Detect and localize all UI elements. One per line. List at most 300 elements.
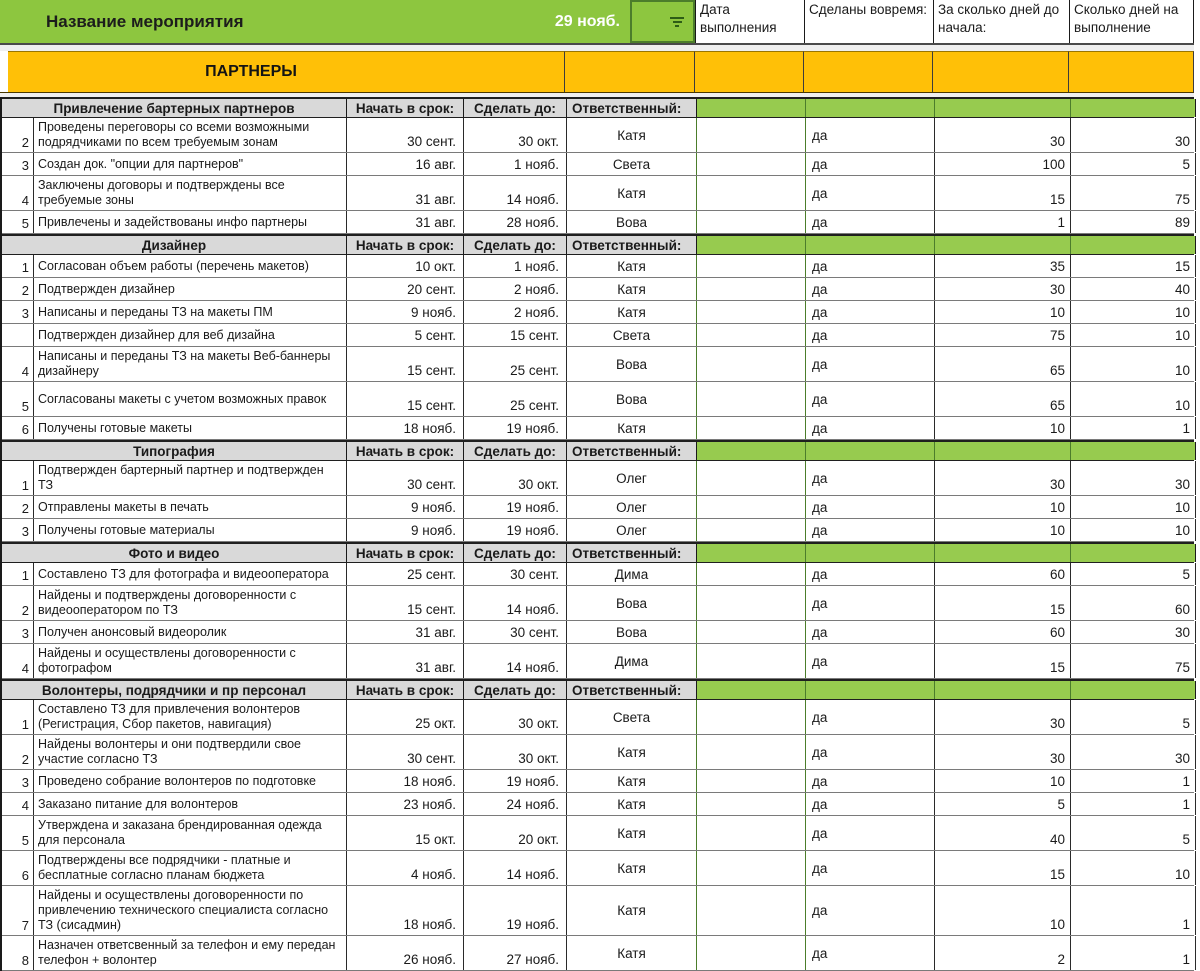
section-green-cell[interactable] xyxy=(1071,99,1196,117)
completion-date-cell[interactable] xyxy=(697,793,806,815)
filter-icon[interactable] xyxy=(670,17,684,27)
due-date-cell[interactable]: 30 сент. xyxy=(464,563,567,585)
due-date-cell[interactable]: 25 сент. xyxy=(464,347,567,381)
days-before-cell[interactable]: 10 xyxy=(935,496,1071,518)
task-table-body xyxy=(0,97,1194,971)
row-number-cell[interactable]: 3 xyxy=(2,153,34,175)
section-green-cell[interactable] xyxy=(935,544,1071,562)
due-date-cell[interactable]: 30 окт. xyxy=(464,700,567,734)
due-date-cell[interactable]: 27 нояб. xyxy=(464,936,567,970)
on-time-cell[interactable]: да xyxy=(806,886,935,935)
on-time-cell[interactable]: да xyxy=(806,347,935,381)
start-date-cell[interactable]: 10 окт. xyxy=(347,255,464,277)
days-to-complete-cell[interactable]: 1 xyxy=(1071,936,1196,970)
days-to-complete-cell[interactable]: 75 xyxy=(1071,176,1196,210)
section-header-row xyxy=(2,440,1194,461)
start-date-cell[interactable]: 4 нояб. xyxy=(347,851,464,885)
days-to-complete-cell[interactable]: 30 xyxy=(1071,461,1196,495)
days-before-cell[interactable]: 10 xyxy=(935,886,1071,935)
row-number-cell[interactable]: 5 xyxy=(2,211,34,233)
row-number-cell[interactable]: 2 xyxy=(2,278,34,300)
completion-date-cell[interactable] xyxy=(697,255,806,277)
due-date-cell[interactable]: 30 окт. xyxy=(464,118,567,152)
task-cell[interactable]: Найдены и осуществлены договоренности с фотографом xyxy=(34,644,347,678)
completion-date-cell[interactable] xyxy=(697,770,806,792)
due-date-cell[interactable]: 14 нояб. xyxy=(464,586,567,620)
days-before-cell[interactable]: 5 xyxy=(935,793,1071,815)
due-date-cell[interactable]: 19 нояб. xyxy=(464,770,567,792)
on-time-cell[interactable]: да xyxy=(806,793,935,815)
on-time-cell[interactable]: да xyxy=(806,644,935,678)
task-cell[interactable]: Получены готовые макеты xyxy=(34,417,347,439)
task-cell[interactable]: Заказано питание для волонтеров xyxy=(34,793,347,815)
completion-date-cell[interactable] xyxy=(697,621,806,643)
completion-date-cell[interactable] xyxy=(697,886,806,935)
start-date-cell[interactable]: 15 сент. xyxy=(347,347,464,381)
section-green-cell[interactable] xyxy=(806,544,935,562)
table-row xyxy=(2,496,1194,519)
start-date-cell[interactable]: 18 нояб. xyxy=(347,417,464,439)
row-number-cell[interactable]: 1 xyxy=(2,255,34,277)
on-time-cell[interactable]: да xyxy=(806,461,935,495)
responsible-cell[interactable]: Катя xyxy=(567,851,697,885)
days-to-complete-cell[interactable]: 15 xyxy=(1071,255,1196,277)
start-date-cell[interactable]: 15 сент. xyxy=(347,382,464,416)
task-cell[interactable]: Проведены переговоры со всеми возможными подрядчиками по всем требуемым зонам xyxy=(34,118,347,152)
on-time-cell[interactable]: да xyxy=(806,118,935,152)
completion-date-cell[interactable] xyxy=(697,461,806,495)
section-responsible-label[interactable]: Ответственный: xyxy=(567,681,697,699)
section-green-cell[interactable] xyxy=(806,681,935,699)
on-time-cell[interactable]: да xyxy=(806,586,935,620)
table-row xyxy=(2,519,1194,542)
days-before-cell[interactable]: 40 xyxy=(935,816,1071,850)
completion-date-cell[interactable] xyxy=(697,176,806,210)
row-number-cell[interactable]: 4 xyxy=(2,644,34,678)
on-time-cell[interactable]: да xyxy=(806,770,935,792)
days-to-complete-cell[interactable]: 10 xyxy=(1071,851,1196,885)
days-before-cell[interactable]: 15 xyxy=(935,851,1071,885)
row-number-cell[interactable]: 2 xyxy=(2,586,34,620)
days-to-complete-cell[interactable]: 5 xyxy=(1071,563,1196,585)
days-to-complete-cell[interactable]: 30 xyxy=(1071,621,1196,643)
task-cell[interactable]: Проведено собрание волонтеров по подготовке xyxy=(34,770,347,792)
responsible-cell[interactable]: Вова xyxy=(567,621,697,643)
section-title-cell[interactable]: Типография xyxy=(2,442,347,460)
completion-date-cell[interactable] xyxy=(697,324,806,346)
due-date-cell[interactable]: 24 нояб. xyxy=(464,793,567,815)
days-before-cell[interactable]: 10 xyxy=(935,770,1071,792)
days-to-complete-cell[interactable]: 30 xyxy=(1071,735,1196,769)
days-to-complete-cell[interactable]: 1 xyxy=(1071,793,1196,815)
responsible-cell[interactable]: Катя xyxy=(567,886,697,935)
days-before-cell[interactable]: 15 xyxy=(935,644,1071,678)
completion-date-cell[interactable] xyxy=(697,936,806,970)
start-date-cell[interactable]: 15 сент. xyxy=(347,586,464,620)
days-to-complete-cell[interactable]: 5 xyxy=(1071,816,1196,850)
section-green-cell[interactable] xyxy=(935,99,1071,117)
completion-date-cell[interactable] xyxy=(697,153,806,175)
start-date-cell[interactable]: 31 авг. xyxy=(347,621,464,643)
task-cell[interactable]: Подтвержден бартерный партнер и подтвержден ТЗ xyxy=(34,461,347,495)
page-title: Название мероприятия xyxy=(46,11,244,31)
banner-cell[interactable] xyxy=(695,51,804,92)
days-before-cell[interactable]: 15 xyxy=(935,586,1071,620)
banner-cell[interactable] xyxy=(933,51,1069,92)
due-date-cell[interactable]: 19 нояб. xyxy=(464,417,567,439)
days-before-cell[interactable]: 60 xyxy=(935,563,1071,585)
responsible-cell[interactable]: Света xyxy=(567,700,697,734)
responsible-cell[interactable]: Вова xyxy=(567,586,697,620)
section-header-row xyxy=(2,679,1194,700)
task-cell[interactable]: Назначен ответсвенный за телефон и ему передан телефон + волонтер xyxy=(34,936,347,970)
partners-banner[interactable]: ПАРТНЕРЫ xyxy=(8,51,565,92)
completion-date-cell[interactable] xyxy=(697,700,806,734)
completion-date-cell[interactable] xyxy=(697,519,806,541)
section-start-label[interactable]: Начать в срок: xyxy=(347,544,464,562)
task-cell[interactable]: Привлечены и задействованы инфо партнеры xyxy=(34,211,347,233)
section-green-cell[interactable] xyxy=(697,236,806,254)
completion-date-cell[interactable] xyxy=(697,644,806,678)
days-to-complete-cell[interactable]: 10 xyxy=(1071,324,1196,346)
responsible-cell[interactable]: Катя xyxy=(567,176,697,210)
due-date-cell[interactable]: 14 нояб. xyxy=(464,176,567,210)
section-green-cell[interactable] xyxy=(935,442,1071,460)
due-date-cell[interactable]: 25 сент. xyxy=(464,382,567,416)
days-before-cell[interactable]: 10 xyxy=(935,301,1071,323)
due-date-cell[interactable]: 2 нояб. xyxy=(464,301,567,323)
section-title-cell[interactable]: Фото и видео xyxy=(2,544,347,562)
responsible-cell[interactable]: Дима xyxy=(567,644,697,678)
task-cell[interactable]: Составлено ТЗ для фотографа и видеооператора xyxy=(34,563,347,585)
column-header-on-time[interactable]: Сделаны вовремя: xyxy=(804,0,933,43)
completion-date-cell[interactable] xyxy=(697,417,806,439)
due-date-cell[interactable]: 30 сент. xyxy=(464,621,567,643)
days-before-cell[interactable]: 10 xyxy=(935,417,1071,439)
row-number-cell[interactable]: 3 xyxy=(2,770,34,792)
column-header-completion-date[interactable]: Дата выполнения xyxy=(695,0,804,43)
section-title-cell[interactable]: Привлечение бартерных партнеров xyxy=(2,99,347,117)
on-time-cell[interactable]: да xyxy=(806,255,935,277)
days-to-complete-cell[interactable]: 1 xyxy=(1071,886,1196,935)
days-to-complete-cell[interactable]: 10 xyxy=(1071,382,1196,416)
days-to-complete-cell[interactable]: 5 xyxy=(1071,700,1196,734)
responsible-cell[interactable]: Катя xyxy=(567,793,697,815)
days-before-cell[interactable]: 10 xyxy=(935,519,1071,541)
responsible-cell[interactable]: Катя xyxy=(567,936,697,970)
task-cell[interactable]: Согласован объем работы (перечень макетов) xyxy=(34,255,347,277)
section-green-cell[interactable] xyxy=(697,681,806,699)
row-number-cell[interactable]: 3 xyxy=(2,519,34,541)
section-start-label[interactable]: Начать в срок: xyxy=(347,236,464,254)
days-to-complete-cell[interactable]: 40 xyxy=(1071,278,1196,300)
section-green-cell[interactable] xyxy=(1071,681,1196,699)
section-start-label[interactable]: Начать в срок: xyxy=(347,99,464,117)
section-due-label[interactable]: Сделать до: xyxy=(464,681,567,699)
days-to-complete-cell[interactable]: 60 xyxy=(1071,586,1196,620)
start-date-cell[interactable]: 23 нояб. xyxy=(347,793,464,815)
days-before-cell[interactable]: 30 xyxy=(935,461,1071,495)
start-date-cell[interactable]: 26 нояб. xyxy=(347,936,464,970)
section-header-row xyxy=(2,234,1194,255)
days-before-cell[interactable]: 65 xyxy=(935,347,1071,381)
due-date-cell[interactable]: 1 нояб. xyxy=(464,255,567,277)
days-before-cell[interactable]: 2 xyxy=(935,936,1071,970)
task-cell[interactable]: Составлено ТЗ для привлечения волонтеров (Регистрация, Сбор пакетов, навигация) xyxy=(34,700,347,734)
completion-date-cell[interactable] xyxy=(697,301,806,323)
start-date-cell[interactable]: 30 сент. xyxy=(347,118,464,152)
section-green-cell[interactable] xyxy=(806,236,935,254)
due-date-cell[interactable]: 30 окт. xyxy=(464,735,567,769)
row-number-cell[interactable]: 7 xyxy=(2,886,34,935)
section-due-label[interactable]: Сделать до: xyxy=(464,442,567,460)
days-to-complete-cell[interactable]: 89 xyxy=(1071,211,1196,233)
row-number-cell[interactable]: 6 xyxy=(2,417,34,439)
completion-date-cell[interactable] xyxy=(697,211,806,233)
responsible-cell[interactable]: Вова xyxy=(567,382,697,416)
start-date-cell[interactable]: 30 сент. xyxy=(347,735,464,769)
responsible-cell[interactable]: Катя xyxy=(567,255,697,277)
row-number-cell[interactable]: 6 xyxy=(2,851,34,885)
on-time-cell[interactable]: да xyxy=(806,496,935,518)
responsible-cell[interactable]: Катя xyxy=(567,417,697,439)
completion-date-cell[interactable] xyxy=(697,278,806,300)
section-header-row xyxy=(2,97,1194,118)
start-date-cell[interactable]: 18 нояб. xyxy=(347,770,464,792)
task-cell[interactable]: Подтверждены все подрядчики - платные и бесплатные согласно планам бюджета xyxy=(34,851,347,885)
row-number-cell[interactable]: 8 xyxy=(2,936,34,970)
responsible-cell[interactable]: Катя xyxy=(567,735,697,769)
on-time-cell[interactable]: да xyxy=(806,621,935,643)
row-number-cell[interactable]: 4 xyxy=(2,347,34,381)
on-time-cell[interactable]: да xyxy=(806,278,935,300)
filter-cell[interactable] xyxy=(630,0,695,43)
top-header-row xyxy=(0,0,1194,45)
completion-date-cell[interactable] xyxy=(697,496,806,518)
section-due-label[interactable]: Сделать до: xyxy=(464,236,567,254)
due-date-cell[interactable]: 14 нояб. xyxy=(464,851,567,885)
days-before-cell[interactable]: 30 xyxy=(935,278,1071,300)
table-row xyxy=(2,563,1194,586)
start-date-cell[interactable]: 9 нояб. xyxy=(347,519,464,541)
task-cell[interactable]: Заключены договоры и подтверждены все требуемые зоны xyxy=(34,176,347,210)
due-date-cell[interactable]: 14 нояб. xyxy=(464,644,567,678)
responsible-cell[interactable]: Катя xyxy=(567,278,697,300)
days-to-complete-cell[interactable]: 10 xyxy=(1071,519,1196,541)
on-time-cell[interactable]: да xyxy=(806,382,935,416)
section-title-cell[interactable]: Дизайнер xyxy=(2,236,347,254)
task-cell[interactable]: Согласованы макеты с учетом возможных правок xyxy=(34,382,347,416)
responsible-cell[interactable]: Света xyxy=(567,153,697,175)
task-cell[interactable]: Подтвержден дизайнер xyxy=(34,278,347,300)
days-to-complete-cell[interactable]: 10 xyxy=(1071,301,1196,323)
table-row xyxy=(2,461,1194,496)
responsible-cell[interactable]: Катя xyxy=(567,118,697,152)
section-green-cell[interactable] xyxy=(1071,442,1196,460)
start-date-cell[interactable]: 15 окт. xyxy=(347,816,464,850)
section-due-label[interactable]: Сделать до: xyxy=(464,99,567,117)
start-date-cell[interactable]: 25 окт. xyxy=(347,700,464,734)
section-green-cell[interactable] xyxy=(1071,236,1196,254)
due-date-cell[interactable]: 19 нояб. xyxy=(464,519,567,541)
days-before-cell[interactable]: 100 xyxy=(935,153,1071,175)
on-time-cell[interactable]: да xyxy=(806,735,935,769)
section-green-cell[interactable] xyxy=(697,544,806,562)
section-due-label[interactable]: Сделать до: xyxy=(464,544,567,562)
responsible-cell[interactable]: Олег xyxy=(567,496,697,518)
days-to-complete-cell[interactable]: 5 xyxy=(1071,153,1196,175)
due-date-cell[interactable]: 19 нояб. xyxy=(464,886,567,935)
days-before-cell[interactable]: 30 xyxy=(935,735,1071,769)
column-header-days-to-complete[interactable]: Сколько дней на выполнение xyxy=(1069,0,1194,43)
row-number-cell[interactable]: 2 xyxy=(2,735,34,769)
event-title-cell[interactable] xyxy=(0,0,630,43)
row-number-cell[interactable]: 1 xyxy=(2,700,34,734)
responsible-cell[interactable]: Катя xyxy=(567,770,697,792)
responsible-cell[interactable]: Катя xyxy=(567,301,697,323)
section-start-label[interactable]: Начать в срок: xyxy=(347,681,464,699)
completion-date-cell[interactable] xyxy=(697,816,806,850)
days-before-cell[interactable]: 60 xyxy=(935,621,1071,643)
task-cell[interactable]: Найдены и подтверждены договоренности с видеооператором по ТЗ xyxy=(34,586,347,620)
start-date-cell[interactable]: 16 авг. xyxy=(347,153,464,175)
section-green-cell[interactable] xyxy=(935,236,1071,254)
start-date-cell[interactable]: 5 сент. xyxy=(347,324,464,346)
on-time-cell[interactable]: да xyxy=(806,301,935,323)
table-row xyxy=(2,347,1194,382)
days-before-cell[interactable]: 75 xyxy=(935,324,1071,346)
column-header-days-before-start[interactable]: За сколько дней до начала: xyxy=(933,0,1069,43)
row-number-cell[interactable]: 4 xyxy=(2,793,34,815)
days-before-cell[interactable]: 30 xyxy=(935,118,1071,152)
row-number-cell[interactable]: 1 xyxy=(2,461,34,495)
days-before-cell[interactable]: 1 xyxy=(935,211,1071,233)
section-responsible-label[interactable]: Ответственный: xyxy=(567,99,697,117)
row-number-cell[interactable]: 3 xyxy=(2,301,34,323)
on-time-cell[interactable]: да xyxy=(806,519,935,541)
due-date-cell[interactable]: 15 сент. xyxy=(464,324,567,346)
row-number-cell[interactable]: 1 xyxy=(2,563,34,585)
responsible-cell[interactable]: Катя xyxy=(567,816,697,850)
due-date-cell[interactable]: 30 окт. xyxy=(464,461,567,495)
days-to-complete-cell[interactable]: 1 xyxy=(1071,417,1196,439)
section-green-cell[interactable] xyxy=(697,442,806,460)
start-date-cell[interactable]: 30 сент. xyxy=(347,461,464,495)
responsible-cell[interactable]: Олег xyxy=(567,461,697,495)
start-date-cell[interactable]: 9 нояб. xyxy=(347,496,464,518)
task-cell[interactable]: Получены готовые материалы xyxy=(34,519,347,541)
completion-date-cell[interactable] xyxy=(697,563,806,585)
days-before-cell[interactable]: 15 xyxy=(935,176,1071,210)
task-cell[interactable]: Написаны и переданы ТЗ на макеты Веб-баннеры дизайнеру xyxy=(34,347,347,381)
table-row xyxy=(2,417,1194,440)
due-date-cell[interactable]: 28 нояб. xyxy=(464,211,567,233)
section-start-label[interactable]: Начать в срок: xyxy=(347,442,464,460)
section-responsible-label[interactable]: Ответственный: xyxy=(567,544,697,562)
due-date-cell[interactable]: 2 нояб. xyxy=(464,278,567,300)
responsible-cell[interactable]: Света xyxy=(567,324,697,346)
start-date-cell[interactable]: 31 авг. xyxy=(347,644,464,678)
row-number-cell[interactable]: 2 xyxy=(2,118,34,152)
start-date-cell[interactable]: 20 сент. xyxy=(347,278,464,300)
days-to-complete-cell[interactable]: 10 xyxy=(1071,347,1196,381)
on-time-cell[interactable]: да xyxy=(806,417,935,439)
section-responsible-label[interactable]: Ответственный: xyxy=(567,236,697,254)
completion-date-cell[interactable] xyxy=(697,735,806,769)
completion-date-cell[interactable] xyxy=(697,382,806,416)
on-time-cell[interactable]: да xyxy=(806,700,935,734)
due-date-cell[interactable]: 1 нояб. xyxy=(464,153,567,175)
task-cell[interactable]: Создан док. "опции для партнеров" xyxy=(34,153,347,175)
on-time-cell[interactable]: да xyxy=(806,153,935,175)
days-to-complete-cell[interactable]: 30 xyxy=(1071,118,1196,152)
due-date-cell[interactable]: 19 нояб. xyxy=(464,496,567,518)
task-cell[interactable]: Подтвержден дизайнер для веб дизайна xyxy=(34,324,347,346)
days-to-complete-cell[interactable]: 1 xyxy=(1071,770,1196,792)
row-number-cell[interactable]: 2 xyxy=(2,496,34,518)
on-time-cell[interactable]: да xyxy=(806,176,935,210)
banner-cell[interactable] xyxy=(565,51,695,92)
task-cell[interactable]: Написаны и переданы ТЗ на макеты ПМ xyxy=(34,301,347,323)
row-number-cell[interactable]: 3 xyxy=(2,621,34,643)
days-before-cell[interactable]: 30 xyxy=(935,700,1071,734)
completion-date-cell[interactable] xyxy=(697,586,806,620)
start-date-cell[interactable]: 9 нояб. xyxy=(347,301,464,323)
section-green-cell[interactable] xyxy=(697,99,806,117)
responsible-cell[interactable]: Дима xyxy=(567,563,697,585)
section-green-cell[interactable] xyxy=(806,99,935,117)
start-date-cell[interactable]: 18 нояб. xyxy=(347,886,464,935)
days-before-cell[interactable]: 65 xyxy=(935,382,1071,416)
row-number-cell[interactable]: 5 xyxy=(2,382,34,416)
days-to-complete-cell[interactable]: 10 xyxy=(1071,496,1196,518)
responsible-cell[interactable]: Вова xyxy=(567,347,697,381)
section-green-cell[interactable] xyxy=(1071,544,1196,562)
start-date-cell[interactable]: 31 авг. xyxy=(347,176,464,210)
on-time-cell[interactable]: да xyxy=(806,816,935,850)
completion-date-cell[interactable] xyxy=(697,118,806,152)
due-date-cell[interactable]: 20 окт. xyxy=(464,816,567,850)
start-date-cell[interactable]: 31 авг. xyxy=(347,211,464,233)
days-to-complete-cell[interactable]: 75 xyxy=(1071,644,1196,678)
task-cell[interactable]: Отправлены макеты в печать xyxy=(34,496,347,518)
completion-date-cell[interactable] xyxy=(697,851,806,885)
on-time-cell[interactable]: да xyxy=(806,324,935,346)
on-time-cell[interactable]: да xyxy=(806,936,935,970)
task-cell[interactable]: Утверждена и заказана брендированная одежда для персонала xyxy=(34,816,347,850)
responsible-cell[interactable]: Вова xyxy=(567,211,697,233)
on-time-cell[interactable]: да xyxy=(806,563,935,585)
on-time-cell[interactable]: да xyxy=(806,211,935,233)
banner-cell[interactable] xyxy=(1069,51,1194,92)
task-cell[interactable]: Найдены волонтеры и они подтвердили свое участие согласно ТЗ xyxy=(34,735,347,769)
on-time-cell[interactable]: да xyxy=(806,851,935,885)
responsible-cell[interactable]: Олег xyxy=(567,519,697,541)
section-green-cell[interactable] xyxy=(806,442,935,460)
section-green-cell[interactable] xyxy=(935,681,1071,699)
section-responsible-label[interactable]: Ответственный: xyxy=(567,442,697,460)
days-before-cell[interactable]: 35 xyxy=(935,255,1071,277)
row-number-cell[interactable]: 5 xyxy=(2,816,34,850)
task-cell[interactable]: Получен анонсовый видеоролик xyxy=(34,621,347,643)
section-title-cell[interactable]: Волонтеры, подрядчики и пр персонал xyxy=(2,681,347,699)
task-cell[interactable]: Найдены и осуществлены договоренности по привлечению технического специалиста согласно ТЗ (сисадмин) xyxy=(34,886,347,935)
completion-date-cell[interactable] xyxy=(697,347,806,381)
row-number-cell[interactable]: 4 xyxy=(2,176,34,210)
start-date-cell[interactable]: 25 сент. xyxy=(347,563,464,585)
row-number-cell[interactable] xyxy=(2,324,34,346)
banner-cell[interactable] xyxy=(804,51,933,92)
